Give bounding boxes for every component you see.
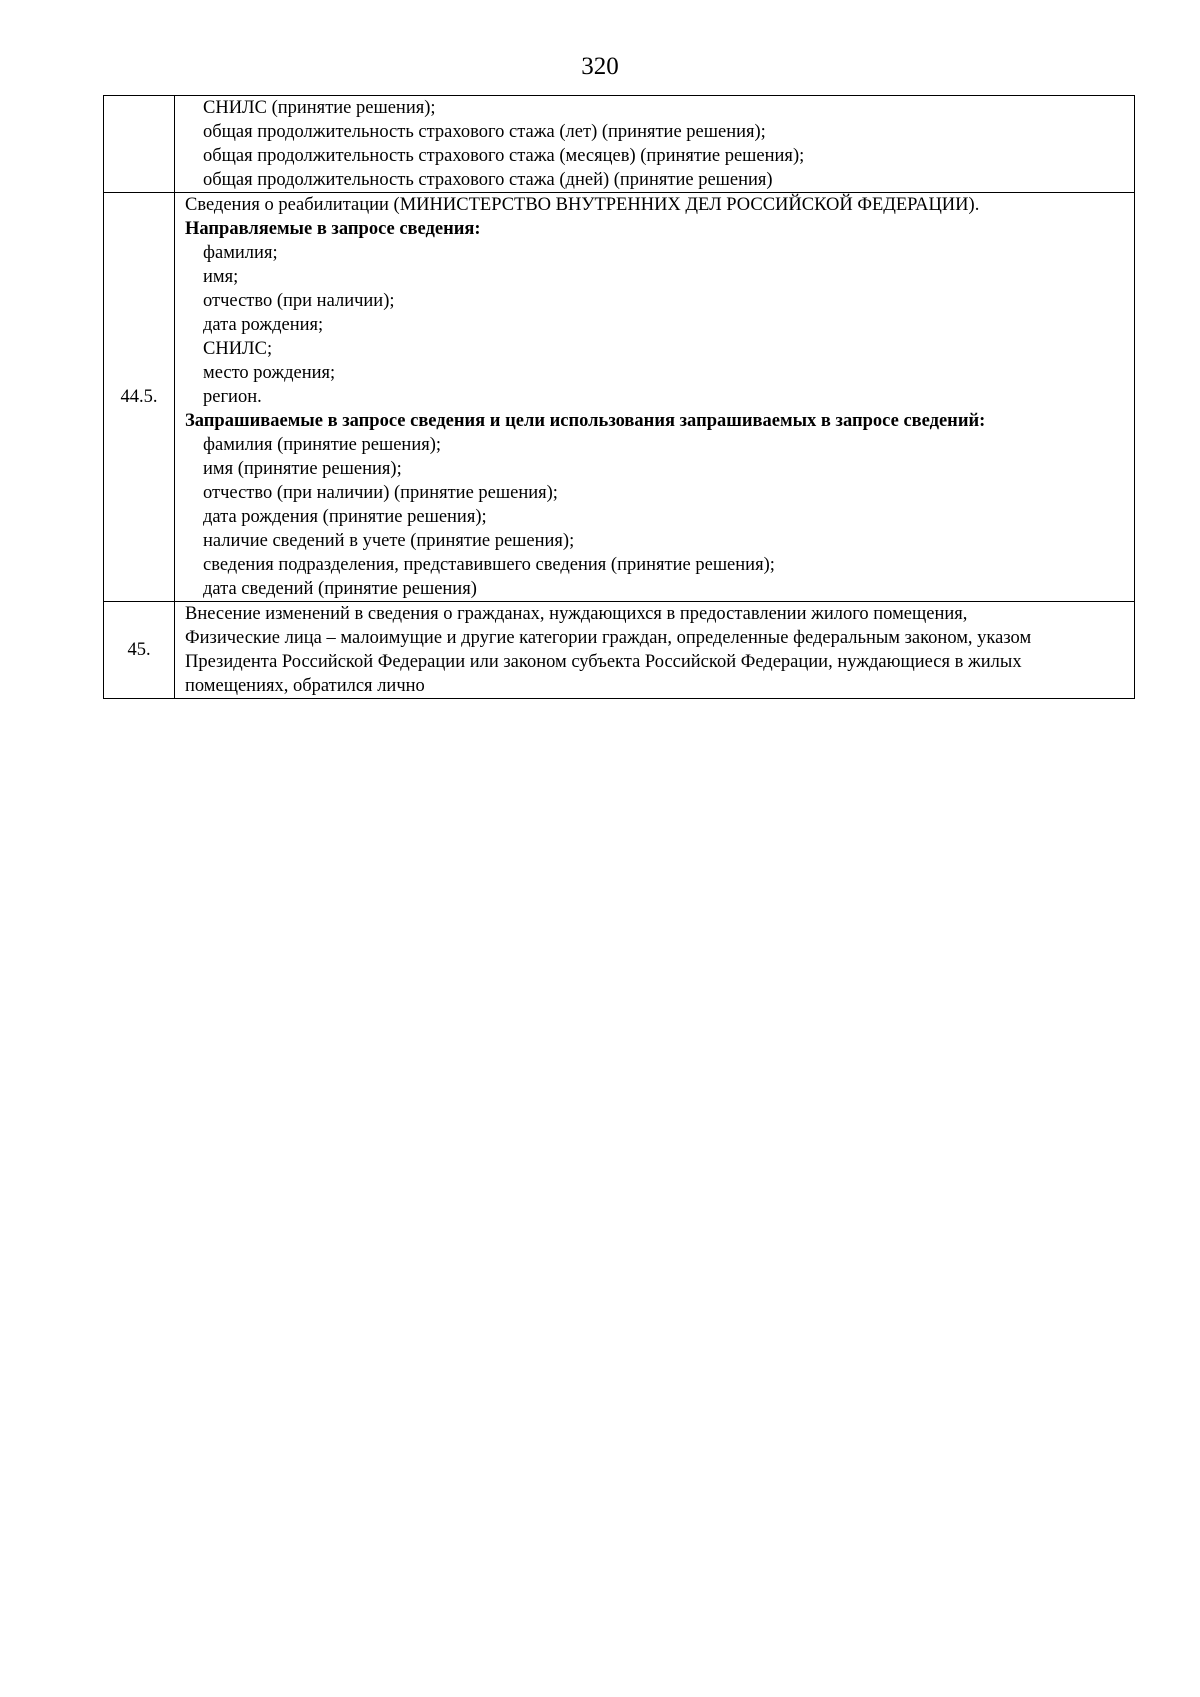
row-number-cell: [104, 96, 175, 193]
text-line: имя (принятие решения);: [203, 459, 402, 479]
text-line: дата рождения;: [203, 315, 324, 335]
table-body: [104, 96, 1135, 699]
text-line: отчество (при наличии);: [203, 291, 395, 311]
section-heading-line: Запрашиваемые в запросе сведения и цели использования запрашиваемых в запросе сведений:: [185, 411, 986, 431]
text-line: фамилия;: [203, 243, 278, 263]
table-row: [104, 96, 1135, 193]
text-line: СНИЛС (принятие решения);: [203, 98, 436, 118]
row-content-cell: [175, 602, 1135, 699]
text-line: общая продолжительность страхового стажа (месяцев) (принятие решения);: [203, 146, 805, 166]
text-line: место рождения;: [203, 363, 336, 383]
text-line: регион.: [203, 387, 262, 407]
page-number: 320: [581, 53, 619, 80]
text-line: Физические лица – малоимущие и другие категории граждан, определенные федеральным законом, указом: [185, 628, 1032, 648]
text-line: фамилия (принятие решения);: [203, 435, 442, 455]
text-line: общая продолжительность страхового стажа (дней) (принятие решения): [203, 170, 773, 190]
document-table: [103, 95, 1135, 699]
text-line: помещениях, обратился лично: [185, 676, 425, 696]
text-line: общая продолжительность страхового стажа (лет) (принятие решения);: [203, 122, 766, 142]
section-heading-line: Направляемые в запросе сведения:: [185, 219, 481, 239]
text-line: дата рождения (принятие решения);: [203, 507, 487, 527]
table-row: [104, 602, 1135, 699]
text-line: Сведения о реабилитации (МИНИСТЕРСТВО ВНУТРЕННИХ ДЕЛ РОССИЙСКОЙ ФЕДЕРАЦИИ).: [185, 195, 980, 215]
text-line: отчество (при наличии) (принятие решения);: [203, 483, 558, 503]
text-line: СНИЛС;: [203, 339, 273, 359]
text-line: имя;: [203, 267, 239, 287]
table-row: [104, 193, 1135, 602]
text-line: дата сведений (принятие решения): [203, 579, 477, 599]
row-content-cell: [175, 96, 1135, 193]
text-line: Внесение изменений в сведения о гражданах, нуждающихся в предоставлении жилого помещения,: [185, 604, 968, 624]
row-number-cell: 45.: [104, 602, 175, 699]
row-number-cell: 44.5.: [104, 193, 175, 602]
text-line: сведения подразделения, представившего сведения (принятие решения);: [203, 555, 775, 575]
row-content-cell: [175, 193, 1135, 602]
text-line: наличие сведений в учете (принятие решения);: [203, 531, 575, 551]
text-line: Президента Российской Федерации или законом субъекта Российской Федерации, нуждающиеся в жилых: [185, 652, 1022, 672]
